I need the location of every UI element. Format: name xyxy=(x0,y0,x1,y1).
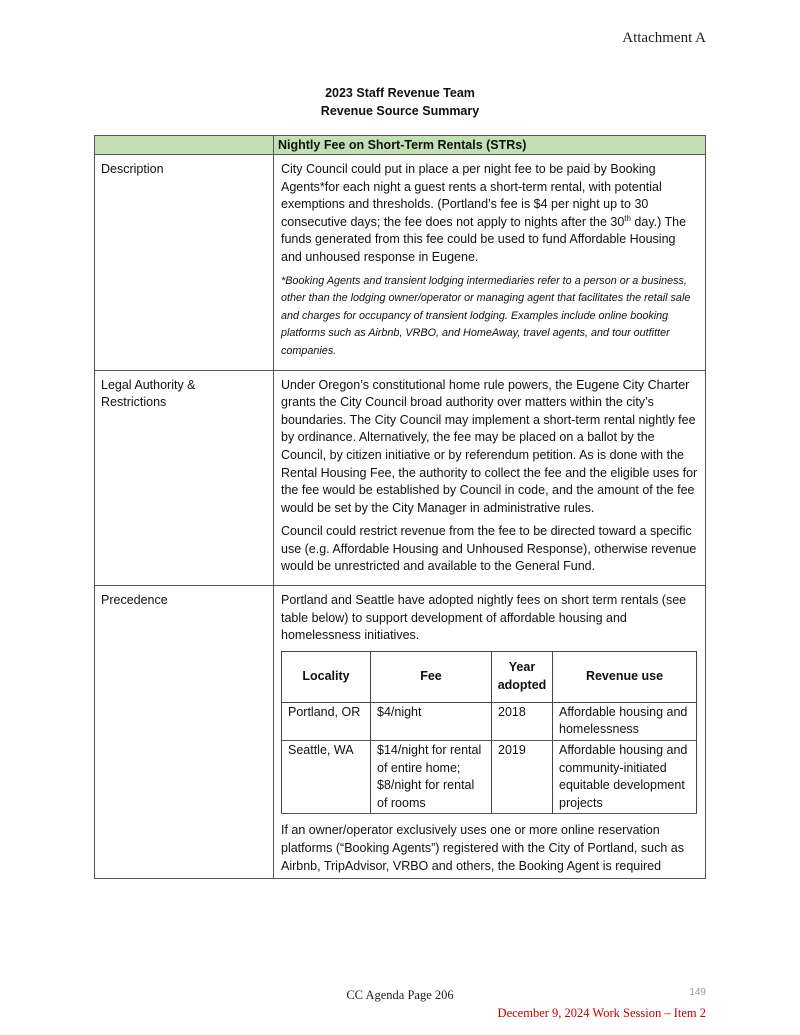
document-title xyxy=(0,84,800,120)
cell-fee: $14/night for rental of entire home; $8/night for rental of rooms xyxy=(371,741,492,814)
cell-year: 2018 xyxy=(492,702,553,740)
legal-content xyxy=(274,370,706,586)
cell-locality: Portland, OR xyxy=(282,702,371,740)
cell-locality: Seattle, WA xyxy=(282,741,371,814)
table-heading: Nightly Fee on Short-Term Rentals (STRs) xyxy=(274,136,706,155)
booking-agent-footnote: *Booking Agents and transient lodging intermediaries refer to a person or a business, other than the lodging owner/operator or managing agent that facilitates the retail sale and charges for occupancy of transient lodging. Examples include online booking platforms such as Airbnb, VRBO, and HomeAway, travel agents, and tour outfitter companies. xyxy=(281,274,691,357)
agenda-page-label: CC Agenda Page 206 xyxy=(346,988,454,1002)
table-row xyxy=(95,155,706,371)
precedence-paragraph-2: If an owner/operator exclusively uses one or more online reservation platforms (“Booking Agents”) registered with the City of Portland, such as Airbnb, TripAdvisor, VRBO and others, the Booking Agent is required xyxy=(281,823,684,873)
cell-fee: $4/night xyxy=(371,702,492,740)
work-session-label: December 9, 2024 Work Session – Item 2 xyxy=(497,1006,706,1020)
cell-year: 2019 xyxy=(492,741,553,814)
cell-revenue-use: Affordable housing and community-initiated equitable development projects xyxy=(553,741,697,814)
table-row xyxy=(282,741,697,814)
attachment-label: Attachment A xyxy=(622,30,706,46)
row-label-precedence: Precedence xyxy=(95,586,274,879)
column-header-year: Year adopted xyxy=(492,651,553,702)
title-line-2: Revenue Source Summary xyxy=(320,104,480,118)
column-header-locality: Locality xyxy=(282,651,371,702)
table-row xyxy=(95,370,706,586)
precedence-paragraph-1: Portland and Seattle have adopted nightly fees on short term rentals (see table below) to support development of affordable housing and homelessness initiatives. xyxy=(281,593,687,643)
row-label-description: Description xyxy=(95,155,274,371)
heading-spacer xyxy=(95,136,274,155)
description-paragraph: City Council could put in place a per night fee to be paid by Booking Agents*for each night a guest rents a short-term rental, with potential exemptions and thresholds. (Portland’s fee is $4 per night up to 30 consecutive days; the fee does not apply to nights after the 30th day.) The funds generated from this fee could be used to fund Affordable Housing and unhoused response in Eugene. xyxy=(281,162,687,264)
title-line-1: 2023 Staff Revenue Team xyxy=(325,86,475,100)
precedence-content xyxy=(274,586,706,879)
column-header-fee: Fee xyxy=(371,651,492,702)
legal-paragraph-2: Council could restrict revenue from the fee to be directed toward a specific use (e.g. Affordable Housing and Unhoused Response), otherwise revenue would be unrestricted and available to the General Fund. xyxy=(281,524,697,574)
legal-paragraph-1: Under Oregon’s constitutional home rule powers, the Eugene City Charter grants the City Council broad authority over matters within the city’s boundaries. The City Council may implement a short-term rental nightly fee by ordinance. Alternatively, the fee may be placed on a ballot by the Council, by citizen initiative or by referendum petition. As is done with the Rental Housing Fee, the authority to collect the fee and the eligible uses for the fee would be established by Council in code, and the amount of the fee would be set by the City Manager in administrative rules. xyxy=(281,377,698,515)
description-content xyxy=(274,155,706,371)
row-label-legal: Legal Authority & Restrictions xyxy=(95,370,274,586)
cell-revenue-use: Affordable housing and homelessness xyxy=(553,702,697,740)
column-header-revenue-use: Revenue use xyxy=(553,651,697,702)
page-number: 149 xyxy=(689,987,706,998)
table-row xyxy=(95,586,706,879)
precedence-table xyxy=(281,651,697,815)
table-row xyxy=(282,702,697,740)
revenue-summary-table xyxy=(94,135,706,879)
